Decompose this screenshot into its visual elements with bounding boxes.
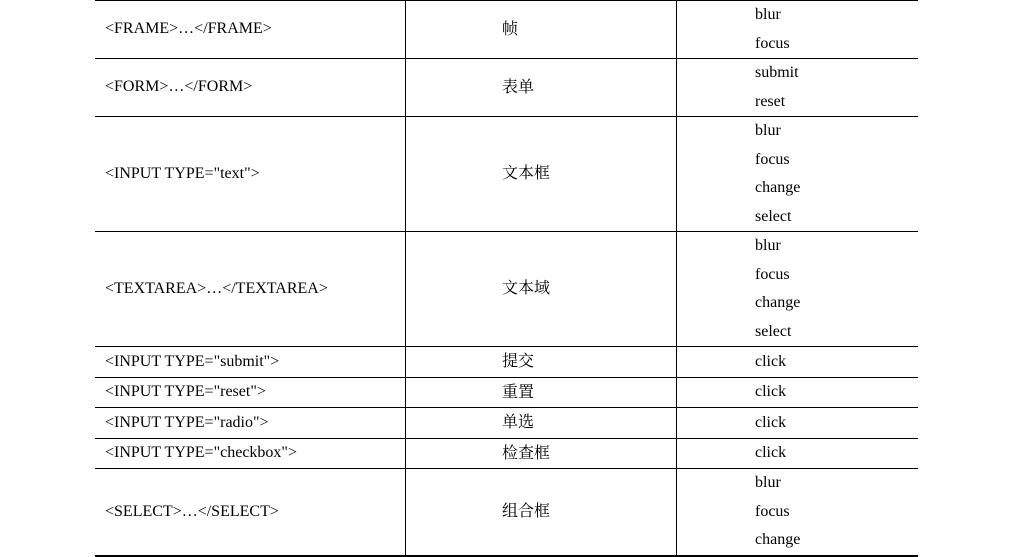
object-text: 帧 (502, 18, 519, 38)
event-name: blur (755, 237, 781, 254)
event-name: click (755, 444, 787, 461)
table-row (95, 377, 918, 408)
events-cell (677, 377, 919, 408)
event-name: change (755, 294, 801, 311)
event-name: select (755, 207, 792, 225)
object-text: 单选 (502, 412, 535, 431)
object-text: 表单 (502, 76, 535, 96)
tag-text: <FRAME>…</FRAME> (105, 20, 272, 38)
tag-cell (95, 59, 406, 117)
tag-cell (95, 469, 406, 556)
object-cell (406, 438, 677, 469)
tag-text: <SELECT>…</SELECT> (105, 502, 279, 520)
table-row (95, 1, 918, 59)
event-name: change (755, 531, 801, 548)
object-cell (406, 117, 677, 232)
table-row (95, 408, 918, 439)
tag-text: <INPUT TYPE="reset"> (105, 383, 266, 400)
object-text: 组合框 (502, 501, 551, 520)
event-name: reset (755, 92, 786, 110)
tag-cell (95, 408, 406, 439)
object-cell (406, 377, 677, 408)
event-name: blur (755, 6, 781, 23)
object-text: 文本框 (502, 163, 551, 183)
event-name: focus (755, 502, 790, 520)
tag-cell (95, 1, 406, 59)
table-row (95, 347, 918, 378)
events-cell (677, 232, 919, 347)
table-row (95, 59, 918, 117)
event-table (95, 0, 918, 557)
table-row (95, 469, 918, 556)
event-name: blur (755, 122, 781, 139)
events-cell (677, 469, 919, 556)
event-table-body (95, 1, 918, 556)
event-name: change (755, 179, 801, 196)
event-name: select (755, 322, 792, 340)
object-cell (406, 59, 677, 117)
tag-text: <TEXTAREA>…</TEXTAREA> (105, 279, 328, 297)
event-name: click (755, 352, 787, 370)
event-name: blur (755, 474, 781, 491)
event-name: focus (755, 150, 790, 168)
events-cell (677, 117, 919, 232)
event-name: focus (755, 34, 790, 52)
tag-cell (95, 377, 406, 408)
object-text: 文本域 (502, 278, 551, 298)
table-row (95, 438, 918, 469)
table-row (95, 117, 918, 232)
events-cell (677, 438, 919, 469)
object-cell (406, 469, 677, 556)
event-name: submit (755, 64, 799, 81)
object-text: 检查框 (502, 442, 551, 462)
object-cell (406, 347, 677, 378)
tag-cell (95, 347, 406, 378)
tag-text: <INPUT TYPE="text"> (105, 164, 260, 182)
event-table-container (95, 0, 918, 550)
event-name: click (755, 413, 787, 431)
events-cell (677, 1, 919, 59)
object-cell (406, 408, 677, 439)
events-cell (677, 59, 919, 117)
tag-text: <FORM>…</FORM> (105, 78, 253, 96)
table-row (95, 232, 918, 347)
object-text: 提交 (502, 351, 535, 370)
object-cell (406, 1, 677, 59)
tag-cell (95, 438, 406, 469)
event-name: focus (755, 265, 790, 283)
tag-text: <INPUT TYPE="submit"> (105, 352, 280, 370)
tag-cell (95, 117, 406, 232)
object-cell (406, 232, 677, 347)
tag-text: <INPUT TYPE="radio"> (105, 413, 269, 431)
events-cell (677, 347, 919, 378)
event-name: click (755, 383, 787, 400)
tag-text: <INPUT TYPE="checkbox"> (105, 444, 297, 461)
tag-cell (95, 232, 406, 347)
object-text: 重置 (502, 381, 535, 401)
events-cell (677, 408, 919, 439)
